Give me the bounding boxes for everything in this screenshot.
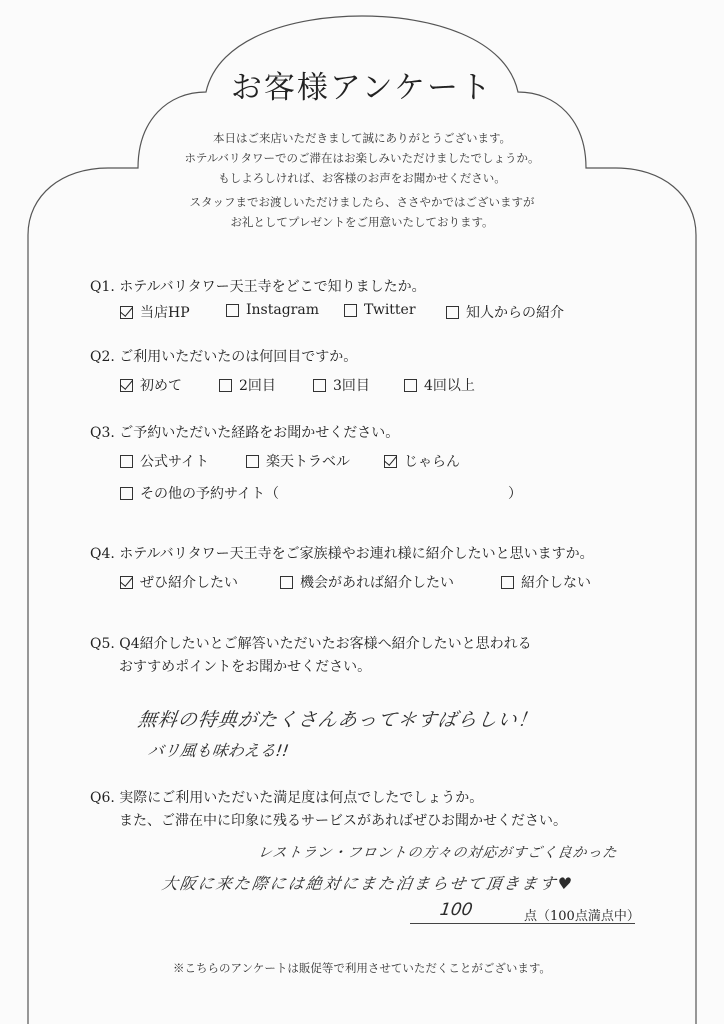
checkbox[interactable] <box>120 487 133 500</box>
q3-option-rakuten[interactable] <box>246 451 350 471</box>
intro-line: ホテルバリタワーでのご滞在はお楽しみいただけましたでしょうか。 <box>184 151 540 165</box>
q1-option-twitter[interactable] <box>344 302 416 318</box>
q2-option-third[interactable] <box>313 375 370 395</box>
q3-option-jalan[interactable] <box>384 451 460 471</box>
question-6-label-line2: また、ご滞在中に印象に残るサービスがあればぜひお聞かせください。 <box>119 813 567 829</box>
q1-option-instagram[interactable] <box>226 302 319 318</box>
page-title: お客様アンケート <box>230 70 494 106</box>
checkbox[interactable] <box>313 379 326 392</box>
close-parenthesis: ） <box>508 486 522 502</box>
q1-option-referral[interactable] <box>446 302 564 322</box>
score-label: 点（100点満点中） <box>524 909 640 924</box>
question-4-label: Q4. ホテルバリタワー天王寺をご家族様やお連れ様に紹介したいと思いますか。 <box>90 546 594 562</box>
checkbox[interactable] <box>246 455 259 468</box>
option-label: Twitter <box>364 302 416 318</box>
q5-handwritten-answer-1[interactable]: 無料の特典がたくさんあって＊すばらしい！ <box>136 709 540 731</box>
option-label: 公式サイト <box>140 454 210 470</box>
option-label: 4回以上 <box>424 378 475 394</box>
checkbox[interactable] <box>344 304 357 317</box>
q4-option-if-chance[interactable] <box>280 572 454 592</box>
q3-option-other[interactable] <box>120 483 279 503</box>
q5-handwritten-answer-2[interactable]: バリ風も味わえる!! <box>146 741 291 760</box>
checkbox-checked[interactable] <box>120 306 133 319</box>
question-5-label-line2: おすすめポイントをお聞かせください。 <box>119 659 372 675</box>
q6-handwritten-answer-1[interactable]: レストラン・フロントの方々の対応がすごく良かった <box>256 845 619 861</box>
question-3-label: Q3. ご予約いただいた経路をお聞かせください。 <box>90 425 400 441</box>
intro-line: お礼としてプレゼントをご用意いたしております。 <box>230 215 494 229</box>
checkbox-checked[interactable] <box>120 576 133 589</box>
intro-paragraph-1 <box>0 128 724 188</box>
option-label: 楽天トラベル <box>266 454 350 470</box>
question-6-label-line1: Q6. 実際にご利用いただいた満足度は何点でしたでしょうか。 <box>90 790 484 806</box>
checkbox[interactable] <box>226 304 239 317</box>
q1-option-hp[interactable] <box>120 302 190 322</box>
question-5-label-line1: Q5. Q4紹介したいとご解答いただいたお客様へ紹介したいと思われる <box>90 636 532 652</box>
intro-paragraph-2 <box>0 192 724 232</box>
checkbox[interactable] <box>446 306 459 319</box>
option-label: 当店HP <box>140 305 190 321</box>
checkbox[interactable] <box>219 379 232 392</box>
q4-option-no[interactable] <box>501 572 591 592</box>
checkbox[interactable] <box>120 455 133 468</box>
checkbox[interactable] <box>501 576 514 589</box>
question-1-label: Q1. ホテルバリタワー天王寺をどこで知りましたか。 <box>90 279 426 295</box>
q6-handwritten-answer-2[interactable]: 大阪に来た際には絶対にまた泊まらせて頂きます♥ <box>160 874 576 893</box>
option-label: じゃらん <box>404 454 460 470</box>
option-label: その他の予約サイト（ <box>140 486 280 502</box>
option-label: 紹介しない <box>521 575 591 591</box>
question-2-label: Q2. ご利用いただいたのは何回目ですか。 <box>90 349 358 365</box>
q2-option-second[interactable] <box>219 375 276 395</box>
option-label: ぜひ紹介したい <box>140 575 238 591</box>
intro-line: 本日はご来店いただきまして誠にありがとうございます。 <box>212 131 512 145</box>
option-label: 知人からの紹介 <box>466 305 564 321</box>
score-value[interactable]: 100 <box>438 900 474 920</box>
q4-option-definitely[interactable] <box>120 572 238 592</box>
q2-option-first[interactable] <box>120 375 182 395</box>
option-label: 初めて <box>140 378 182 394</box>
q3-option-official[interactable] <box>120 451 209 471</box>
checkbox-checked[interactable] <box>120 379 133 392</box>
intro-line: もしよろしければ、お客様のお声をお聞かせください。 <box>218 171 506 185</box>
checkbox[interactable] <box>404 379 417 392</box>
option-label: 2回目 <box>239 378 276 394</box>
option-label: 機会があれば紹介したい <box>300 575 454 591</box>
intro-line: スタッフまでお渡しいただけましたら、ささやかではございますが <box>189 195 535 209</box>
q2-option-fourth-plus[interactable] <box>404 375 475 395</box>
footer-note: ※こちらのアンケートは販促等で利用させていただくことがございます。 <box>173 961 551 975</box>
option-label: Instagram <box>246 302 319 318</box>
option-label: 3回目 <box>333 378 370 394</box>
checkbox-checked[interactable] <box>384 455 397 468</box>
checkbox[interactable] <box>280 576 293 589</box>
